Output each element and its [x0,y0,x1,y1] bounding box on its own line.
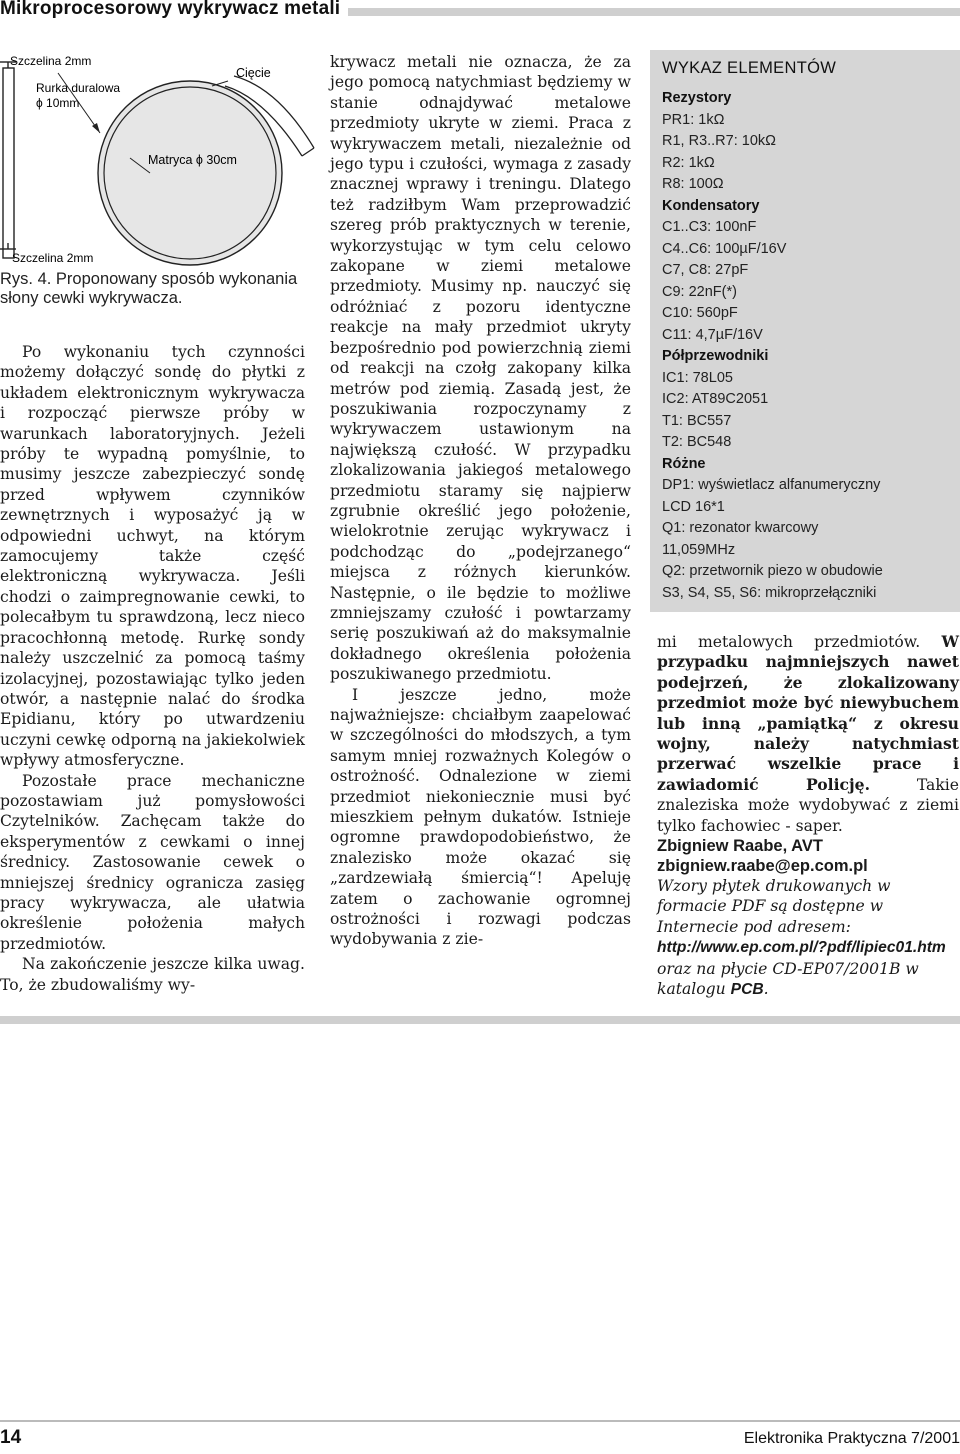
parts-item: T1: BC557 [662,412,732,429]
download-note [657,876,959,1000]
label-tube-line2: ϕ 10mm [36,96,80,110]
label-bottom-slot: Szczelina 2mm [12,251,94,265]
parts-item: C4..C6: 100µF/16V [662,240,787,257]
paragraph [657,632,959,836]
parts-item: C7, C8: 27pF [662,262,749,278]
parts-list-rows [650,88,960,604]
figure-caption: Rys. 4. Proponowany sposób wykonania słony cewki wykrywacza. [0,270,298,307]
paragraph: Na zakończenie jeszcze kilka uwag. To, że zbudowaliśmy wy- [0,955,305,994]
parts-item: R1, R3..R7: 10kΩ [662,133,776,149]
label-tube-line1: Rurka duralowa [36,81,121,95]
warning-tail: Takie znaleziska może wydobywać z ziemi tylko fachowiec - saper. [657,775,959,835]
paragraph: Po wykonaniu tych czynności możemy dołączyć sondę do płytki z układem elektronicznym wykrywacza i rozpocząć pierwsze próby w warunkach laboratoryjnych. Jeżeli próby te wypadną pomyślnie, to musimy jeszcze zabezpieczyć sondę przed wpływem czynników zewnętrznych i wyposażyć ją w odpowiedni uchwyt, na którym zamocujemy także część elektroniczną wykrywacza. Jeśli chodzi o zaimpregnowanie cewki, to polecałbym tu sprawdzoną, lecz nieco pracochłonną metodę. Rurkę sondy należy uszczelnić za pomocą taśmy izolacyjnej, pozostawiając tylko jeden otwór, a następnie nalać do środka Epidianu, który po utwardzeniu uczyni cewkę odporną na jakiekolwiek wpływy atmosferyczne. [0,343,305,770]
parts-item: Q2: przetwornik piezo w obudowie [662,563,883,579]
text-column-2 [330,52,631,950]
parts-item: C11: 4,7µF/16V [662,326,763,343]
parts-item: 11,059MHz [662,541,736,558]
footer-rule [0,1420,960,1422]
parts-section-heading: Rezystory [662,90,732,106]
label-matrix: Matryca ϕ 30cm [148,153,237,167]
parts-section-heading: Różne [662,455,706,472]
warning-text: W przypadku najmniejszych nawet podejrzeń, że zlokalizowany przedmiot może być niewybuchem lub inną „pamiątką“ z okresu wojny, należy natychmiast przerwać wszelkie prace i zawiadomić Policję. [657,632,959,794]
bottom-bar [0,1016,960,1024]
note-text-3: . [763,980,769,999]
author-email: zbigniew.raabe@ep.com.pl [657,857,868,876]
note-dir: PCB [730,981,764,999]
parts-item: R8: 100Ω [662,176,724,192]
paragraph: I jeszcze jedno, może najważniejsze: chciałbym zaapelować w szczególności do młodszych, a tym samym mniej rozważnych Kolegów o ostrożność. Odnalezione w ziemi przedmiot niekoniecznie musi być mieszkiem pełnym dukatów. Istnieje ogromne prawdopodobieństwo, że znalezisko może okazać się „zardzewiałą śmiercią“! Apeluję zatem o zachowanie ogromnej ostrożności i rozwagi podczas wydobywania z zie- [330,685,631,949]
author-name: Zbigniew Raabe, AVT [657,837,823,856]
note-text-2: oraz na płycie CD-EP07/2001B w katalogu [657,959,919,999]
parts-item: IC2: AT89C2051 [662,391,769,407]
text-column-3 [657,632,959,1001]
magazine-issue: Elektronika Praktyczna 7/2001 [743,1430,960,1447]
label-cut: Cięcie [236,66,271,80]
coil-figure [0,48,320,268]
label-top-slot: Szczelina 2mm [10,54,92,68]
parts-item: IC1: 78L05 [662,369,733,386]
parts-list-title: WYKAZ ELEMENTÓW [662,59,837,77]
warning-lead: mi metalowych przedmiotów. [657,633,942,651]
article-title: Mikroprocesorowy wykrywacz metali [0,0,348,20]
parts-item: C10: 560pF [662,305,738,321]
parts-item: Q1: rezonator kwarcowy [662,520,819,536]
parts-list-box [650,50,960,612]
parts-item: LCD 16*1 [662,498,725,515]
note-url: http://www.ep.com.pl/?pdf/lipiec01.htm [657,939,946,957]
parts-item: S3, S4, S5, S6: mikroprzełączniki [662,584,877,601]
parts-item: C1..C3: 100nF [662,219,757,235]
page-number: 14 [0,1427,22,1448]
text-column-1 [0,342,305,995]
note-text-1: Wzory płytek drukowanych w formacie PDF są dostępne w Internecie pod adresem: [657,877,891,936]
parts-item: R2: 1kΩ [662,154,715,171]
parts-item: DP1: wyświetlacz alfanumeryczny [662,477,881,493]
page-header [0,0,960,26]
parts-section-heading: Półprzewodniki [662,348,769,364]
paragraph: Pozostałe prace mechaniczne pozostawiam już pomysłowości Czytelników. Zachęcam także do eksperymentów z cewkami o innej średnicy. Zastosowanie cewek o mniejszej średnicy ogranicza zasięg pracy wykrywacza, ale ułatwia określenie położenia małych przedmiotów. [0,771,305,953]
parts-section-heading: Kondensatory [662,197,760,214]
parts-item: PR1: 1kΩ [662,111,725,128]
parts-item: C9: 22nF(*) [662,283,737,300]
paragraph: krywacz metali nie oznacza, że za jego pomocą natychmiast będziemy w stanie odnajdywać metalowe przedmioty ukryte w ziemi. Praca z wykrywaczem metali, niezależnie od jego typu i czułości, wymaga z zasady znacznej wprawy i treningu. Dlatego też radziłbym Wam przeprowadzić szereg prób praktycznych w terenie, wykorzystując w tym celu celowo zakopane w ziemi metalowe przedmioty. Musimy np. nauczyć się odróżniać z pozoru identyczne reakcje na mały przedmiot ukryty bezpośrednio pod powierzchnią ziemi od reakcji na czołg zakopany kilka metrów pod ziemią. Zasadą jest, że poszukiwania rozpoczynamy z wykrywaczem ustawionym na największą czułość. W przypadku zlokalizowania jakiegoś metalowego przedmiotu staramy się najpierw zgrubnie określić jego położenie, wielokrotnie zerując wykrywacz i podchodząc do „podejrzanego“ miejsca z różnych kierunków. Następnie, o ile będzie to możliwe zmniejszamy czułość i powtarzamy serię poszukiwań aż do maksymalnie dokładnego określenia położenia poszukiwanego przedmiotu. [330,53,631,684]
parts-item: T2: BC548 [662,434,732,450]
